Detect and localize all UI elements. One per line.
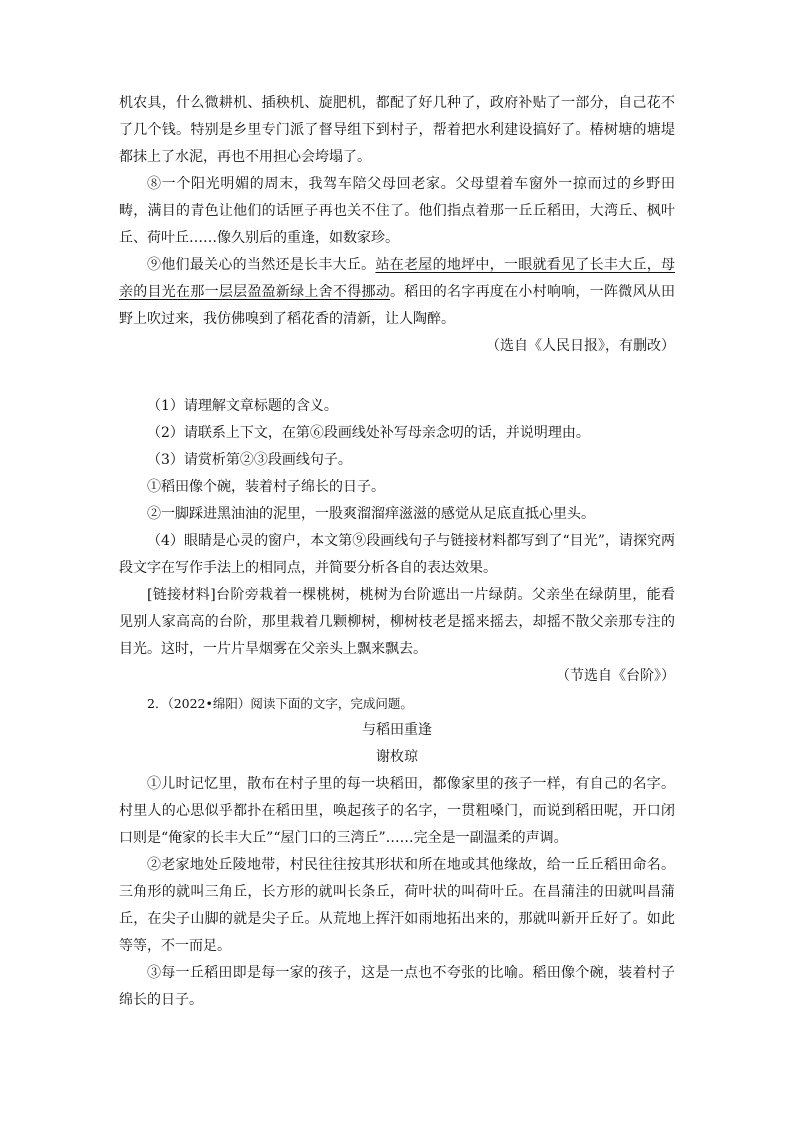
paragraph-9-lead: ⑨他们最关心的当然还是长丰大丘。 <box>147 257 376 273</box>
questions-section <box>119 393 675 690</box>
question-3-sentence-1: ①稻田像个碗，装着村子绵长的日子。 <box>147 479 385 495</box>
question-2: （2）请联系上下文，在第⑥段画线处补写母亲念叨的话，并说明理由。 <box>147 425 590 441</box>
link-source: （节选自《台阶》） <box>556 668 675 684</box>
paragraph-continued: 机农具，什么微耕机、插秧机、旋肥机，都配了好几种了，政府补贴了一部分，自己花不了几个钱。特别是乡里专门派了督导组下到村子，帮着把水利建设搞好了。椿树塘的塘堤都抹上了水泥，再也不用担心会垮塌了。 <box>119 95 675 165</box>
paragraph-9-underlined-sentence: 站在老屋的地坪中，一眼就看见了长丰大丘，母亲的目光在那一层层盈盈新绿上舍不得挪动 <box>119 257 676 300</box>
paragraph-9 <box>119 252 675 333</box>
source-attribution: （选自《人民日报》，有删改） <box>486 338 675 354</box>
article-paragraph-3: ③每一丘稻田即是每一家的孩子，这是一点也不夸张的比喻。稻田像个碗，装着村子绵长的日子。 <box>119 965 675 1008</box>
paragraph-9-tail: 。稻田的名字再度在小村响响，一阵微风从田野上吹过来，我仿佛嗅到了稻花香的清新，让人陶醉。 <box>119 284 675 327</box>
paragraph-8: ⑧一个阳光明媚的周末，我驾车陪父母回老家。父母望着车窗外一掠而过的乡野田畴，满目的青色让他们的话匣子再也关不住了。他们指点着那一丘丘稻田，大湾丘、枫叶丘、荷叶丘……像久别后的重逢，如数家珍。 <box>119 176 675 246</box>
question-3: （3）请赏析第②③段画线句子。 <box>147 452 352 468</box>
article-author: 谢枚琼 <box>376 749 418 765</box>
section-2 <box>119 690 675 1014</box>
article-title: 与稻田重逢 <box>362 722 432 738</box>
section-top <box>119 90 675 360</box>
question-3-sentence-2: ②一脚踩进黑油油的泥里，一股爽溜溜痒滋滋的感觉从足底直抵心里头。 <box>147 506 595 522</box>
section-2-heading: 2．（2022•绵阳）阅读下面的文字，完成问题。 <box>147 696 413 711</box>
article-paragraph-1: ①儿时记忆里，散布在村子里的每一块稻田，都像家里的孩子一样，有自己的名字。村里人的心思似乎都扑在稻田里，唤起孩子的名字，一贯粗嗓门，而说到稻田呢，开口闭口则是“俺家的长丰大丘”“屋门口的三湾丘”……完全是一副温柔的声调。 <box>119 776 675 846</box>
question-1: （1）请理解文章标题的含义。 <box>147 398 338 414</box>
link-material: [链接材料]台阶旁栽着一棵桃树，桃树为台阶遮出一片绿荫。父亲坐在绿荫里，能看见别人家高高的台阶，那里栽着几颗柳树，柳树枝老是摇来摇去，却摇不散父亲那专注的目光。这时，一片片旱烟雾在父亲头上飘来飘去。 <box>119 587 675 657</box>
article-paragraph-2: ②老家地处丘陵地带，村民往往按其形状和所在地或其他缘故，给一丘丘稻田命名。三角形的就叫三角丘，长方形的就叫长条丘，荷叶状的叫荷叶丘。在昌蒲洼的田就叫昌蒲丘，在尖子山脚的就是尖子丘。从荒地上挥汗如雨地拓出来的，那就叫新开丘好了。如此等等，不一而足。 <box>119 857 675 954</box>
question-4: （4）眼睛是心灵的窗户，本文第⑨段画线句子与链接材料都写到了“目光”，请探究两段文字在写作手法上的相同点，并简要分析各自的表达效果。 <box>119 533 675 576</box>
